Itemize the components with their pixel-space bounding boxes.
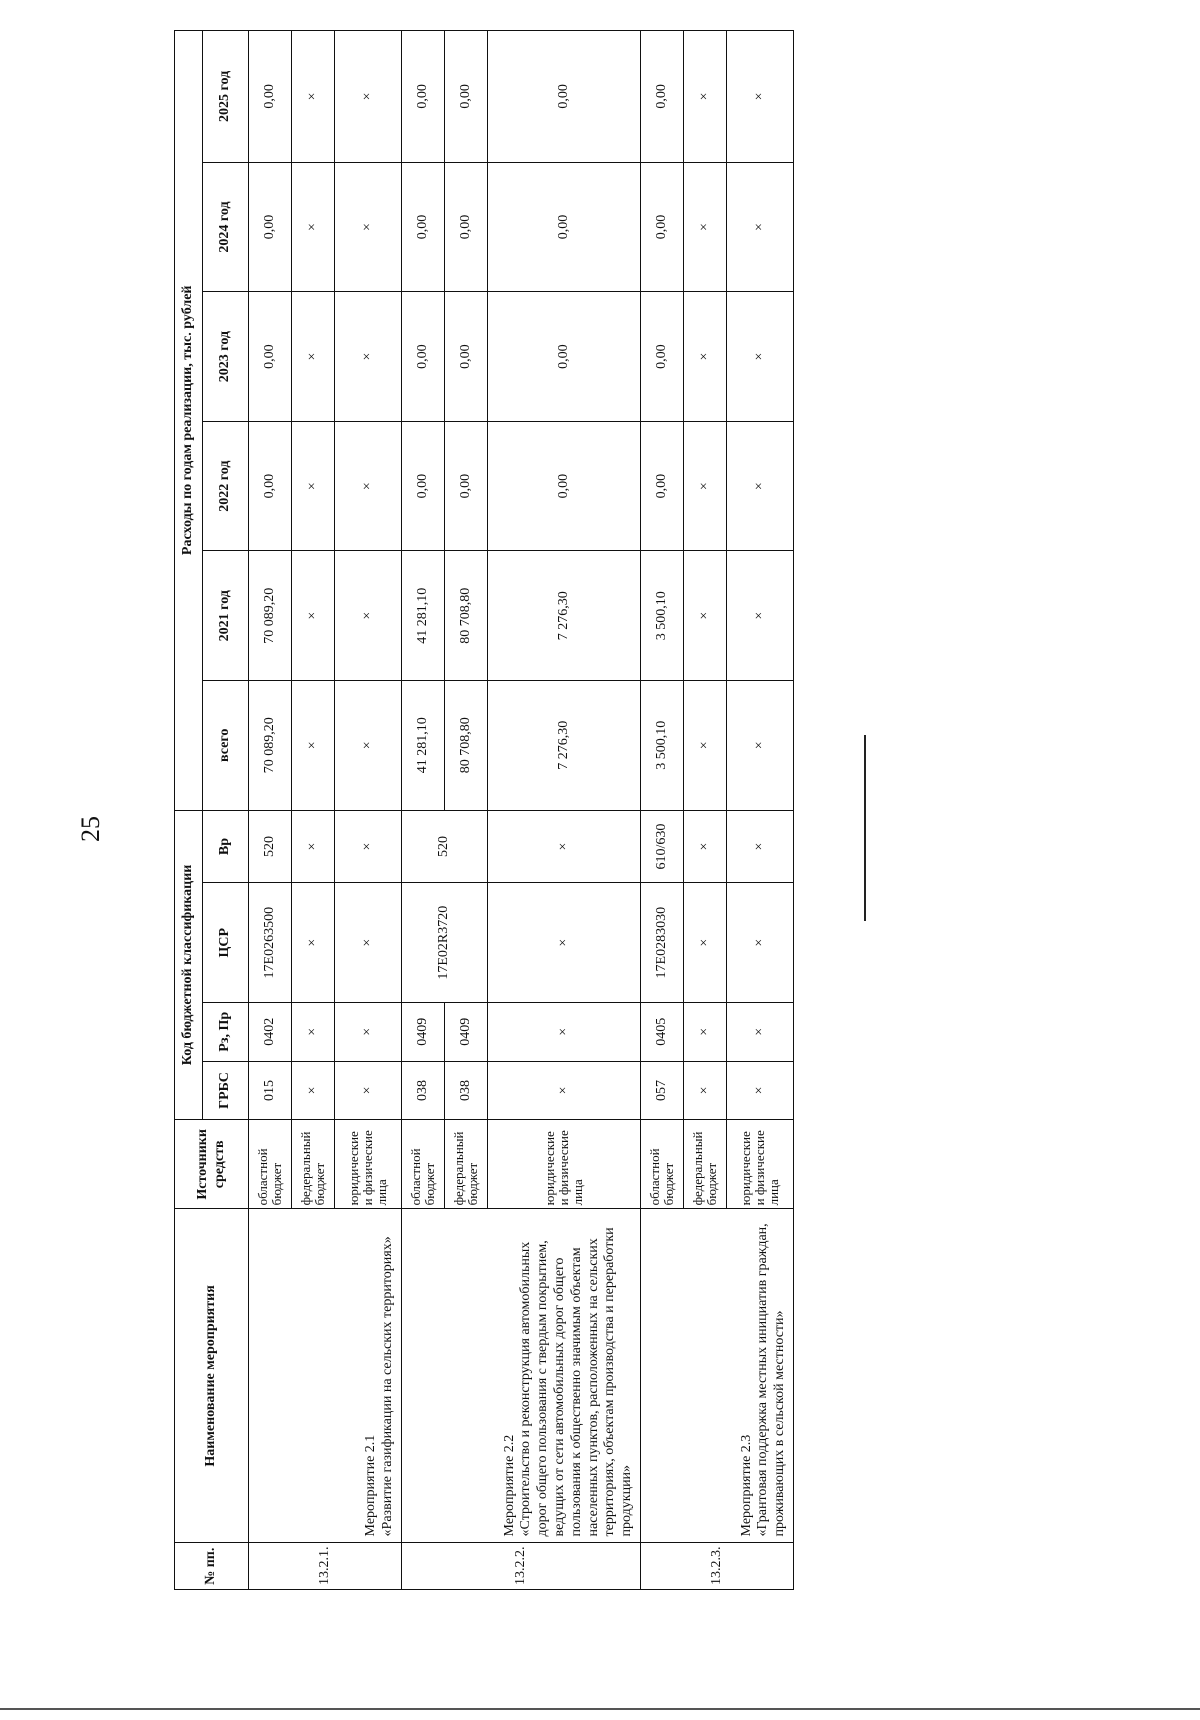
vr-cell: × <box>335 810 402 883</box>
y2025-cell: 0,00 <box>249 31 292 163</box>
y2023-cell: 0,00 <box>444 292 487 422</box>
y2022-cell: × <box>726 421 793 551</box>
rzpr-cell: × <box>726 1002 793 1061</box>
row-number: 13.2.3. <box>640 1543 793 1590</box>
measure-title: Мероприятие 2.1 <box>363 1434 379 1537</box>
funding-source: юридические и физические лица <box>487 1120 640 1209</box>
y2022-cell: 0,00 <box>249 421 292 551</box>
measure-name <box>401 1209 640 1543</box>
y2021-cell: 41 281,10 <box>401 551 444 681</box>
row-number: 13.2.1. <box>249 1543 402 1590</box>
rzpr-cell: × <box>292 1002 335 1061</box>
measure-description: «Грантовая поддержка местных инициатив граждан, проживающих в сельской местности» <box>755 1223 788 1537</box>
grbs-cell: × <box>683 1061 726 1120</box>
total-cell: × <box>726 681 793 811</box>
page-number: 25 <box>76 816 105 842</box>
y2021-cell: 7 276,30 <box>487 551 640 681</box>
header-2022: 2022 год <box>203 421 249 551</box>
y2024-cell: × <box>683 162 726 292</box>
y2021-cell: × <box>683 551 726 681</box>
total-cell: 7 276,30 <box>487 681 640 811</box>
header-rzpr: Рз, Пр <box>203 1002 249 1061</box>
y2022-cell: 0,00 <box>401 421 444 551</box>
header-num: № пп. <box>175 1543 249 1590</box>
y2021-cell: 80 708,80 <box>444 551 487 681</box>
y2025-cell: 0,00 <box>640 31 683 163</box>
grbs-cell: × <box>335 1061 402 1120</box>
total-cell: 80 708,80 <box>444 681 487 811</box>
rzpr-cell: × <box>683 1002 726 1061</box>
measure-name <box>249 1209 402 1543</box>
rzpr-cell: × <box>335 1002 402 1061</box>
funding-source: областной бюджет <box>640 1120 683 1209</box>
table-row <box>640 31 683 1590</box>
header-total: всего <box>203 681 249 811</box>
y2023-cell: × <box>335 292 402 422</box>
funding-source: юридические и физические лица <box>726 1120 793 1209</box>
y2022-cell: × <box>683 421 726 551</box>
y2023-cell: 0,00 <box>640 292 683 422</box>
vr-cell: × <box>683 810 726 883</box>
y2023-cell: 0,00 <box>401 292 444 422</box>
csr-cell: 17Е0283030 <box>640 883 683 1002</box>
total-cell: × <box>335 681 402 811</box>
y2022-cell: 0,00 <box>640 421 683 551</box>
grbs-cell: × <box>292 1061 335 1120</box>
measure-description: «Развитие газификации на сельских территориях» <box>380 1236 396 1537</box>
csr-cell: × <box>726 883 793 1002</box>
rzpr-cell: 0405 <box>640 1002 683 1061</box>
grbs-cell: 038 <box>444 1061 487 1120</box>
total-cell: × <box>292 681 335 811</box>
y2022-cell: 0,00 <box>487 421 640 551</box>
y2024-cell: 0,00 <box>444 162 487 292</box>
y2023-cell: 0,00 <box>487 292 640 422</box>
rzpr-cell: 0409 <box>401 1002 444 1061</box>
y2023-cell: × <box>726 292 793 422</box>
y2024-cell: × <box>292 162 335 292</box>
y2025-cell: 0,00 <box>444 31 487 163</box>
grbs-cell: 038 <box>401 1061 444 1120</box>
vr-cell: 610/630 <box>640 810 683 883</box>
csr-cell: × <box>683 883 726 1002</box>
funding-source: федеральный бюджет <box>292 1120 335 1209</box>
csr-cell: × <box>487 883 640 1002</box>
horizontal-rule <box>864 735 866 921</box>
y2025-cell: × <box>292 31 335 163</box>
grbs-cell: 057 <box>640 1061 683 1120</box>
grbs-cell: × <box>487 1061 640 1120</box>
header-source: Источники средств <box>175 1120 249 1209</box>
y2021-cell: × <box>726 551 793 681</box>
y2021-cell: 70 089,20 <box>249 551 292 681</box>
vr-cell: 520 <box>401 810 487 883</box>
header-2021: 2021 год <box>203 551 249 681</box>
y2021-cell: × <box>292 551 335 681</box>
row-number: 13.2.2. <box>401 1543 640 1590</box>
header-expenses-group: Расходы по годам реализации, тыс. рублей <box>175 31 203 811</box>
grbs-cell: × <box>726 1061 793 1120</box>
y2025-cell: 0,00 <box>401 31 444 163</box>
vr-cell: × <box>487 810 640 883</box>
y2025-cell: 0,00 <box>487 31 640 163</box>
funding-source: федеральный бюджет <box>444 1120 487 1209</box>
y2024-cell: 0,00 <box>640 162 683 292</box>
header-code-group: Код бюджетной классификации <box>175 810 203 1120</box>
rzpr-cell: × <box>487 1002 640 1061</box>
vr-cell: × <box>292 810 335 883</box>
funding-source: юридические и физические лица <box>335 1120 402 1209</box>
csr-cell: 17Е02R3720 <box>401 883 487 1002</box>
y2023-cell: × <box>292 292 335 422</box>
funding-source: федеральный бюджет <box>683 1120 726 1209</box>
measure-title: Мероприятие 2.3 <box>738 1434 754 1537</box>
y2024-cell: 0,00 <box>249 162 292 292</box>
y2024-cell: × <box>335 162 402 292</box>
y2022-cell: × <box>335 421 402 551</box>
y2023-cell: 0,00 <box>249 292 292 422</box>
y2021-cell: × <box>335 551 402 681</box>
csr-cell: 17Е0263500 <box>249 883 292 1002</box>
y2024-cell: × <box>726 162 793 292</box>
total-cell: 70 089,20 <box>249 681 292 811</box>
measure-title: Мероприятие 2.2 <box>501 1434 517 1537</box>
table-row <box>401 31 444 1590</box>
header-name: Наименование мероприятия <box>175 1209 249 1543</box>
header-2024: 2024 год <box>203 162 249 292</box>
measure-name <box>640 1209 793 1543</box>
y2025-cell: × <box>683 31 726 163</box>
grbs-cell: 015 <box>249 1061 292 1120</box>
header-2023: 2023 год <box>203 292 249 422</box>
csr-cell: × <box>292 883 335 1002</box>
y2023-cell: × <box>683 292 726 422</box>
header-grbs: ГРБС <box>203 1061 249 1120</box>
rotated-table-container <box>174 30 794 1590</box>
measure-description: «Строительство и реконструкция автомобильных дорог общего пользования с твердым покрытием, ведущих от сети автомобильных дорог общего пользования к общественно значимым объектам населенных пунктов, расположенных на сельских территориях, объектам производства и переработки продукции» <box>518 1227 635 1537</box>
page-edge-line <box>0 1708 1200 1710</box>
rzpr-cell: 0402 <box>249 1002 292 1061</box>
table-row <box>249 31 292 1590</box>
header-csr: ЦСР <box>203 883 249 1002</box>
csr-cell: × <box>335 883 402 1002</box>
vr-cell: × <box>726 810 793 883</box>
y2022-cell: 0,00 <box>444 421 487 551</box>
rzpr-cell: 0409 <box>444 1002 487 1061</box>
funding-source: областной бюджет <box>249 1120 292 1209</box>
header-vr: Вр <box>203 810 249 883</box>
y2024-cell: 0,00 <box>487 162 640 292</box>
budget-table <box>174 30 794 1590</box>
y2025-cell: × <box>726 31 793 163</box>
y2022-cell: × <box>292 421 335 551</box>
y2024-cell: 0,00 <box>401 162 444 292</box>
y2025-cell: × <box>335 31 402 163</box>
vr-cell: 520 <box>249 810 292 883</box>
header-2025: 2025 год <box>203 31 249 163</box>
total-cell: 3 500,10 <box>640 681 683 811</box>
total-cell: 41 281,10 <box>401 681 444 811</box>
y2021-cell: 3 500,10 <box>640 551 683 681</box>
funding-source: областной бюджет <box>401 1120 444 1209</box>
total-cell: × <box>683 681 726 811</box>
